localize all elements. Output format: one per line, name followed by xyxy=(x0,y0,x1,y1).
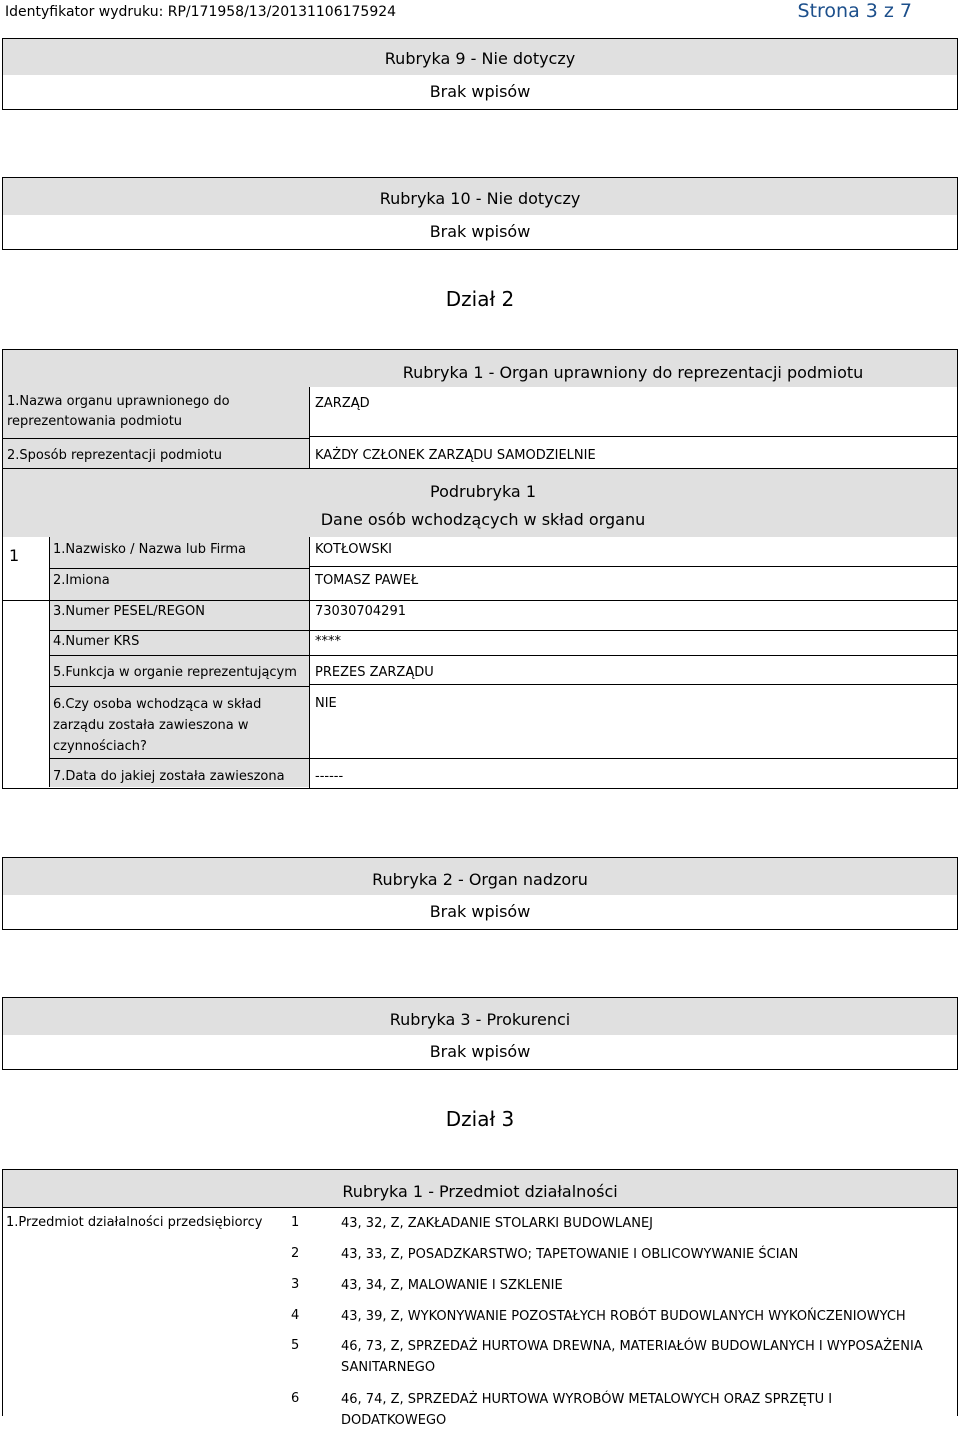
rubryka-9-title: Rubryka 9 - Nie dotyczy xyxy=(3,39,957,75)
podrubryka-subtitle: Dane osób wchodzących w skład organu xyxy=(320,510,646,529)
field-value-sposob: KAŻDY CZŁONEK ZARZĄDU SAMODZIELNIE xyxy=(315,448,596,463)
print-header xyxy=(0,0,960,24)
person-index: 1 xyxy=(9,546,20,565)
rubryka-10-empty: Brak wpisów xyxy=(429,222,531,241)
person-label-zawieszona: 6.Czy osoba wchodząca w skład zarządu została zawieszona w czynnościach? xyxy=(53,697,262,754)
print-id: Identyfikator wydruku: RP/171958/13/20131106175924 xyxy=(5,4,397,20)
rubryka-3-title: Rubryka 3 - Prokurenci xyxy=(3,998,957,1035)
person-value-nazwisko: KOTŁOWSKI xyxy=(315,542,392,557)
podrubryka-title: Podrubryka 1 xyxy=(430,482,536,501)
person-label-funkcja: 5.Funkcja w organie reprezentującym xyxy=(53,665,297,680)
przedmiot-item-no: 4 xyxy=(291,1308,300,1323)
przedmiot-item-text: 43, 33, Z, POSADZKARSTWO; TAPETOWANIE I OBLICOWYWANIE ŚCIAN xyxy=(341,1247,799,1262)
dzial-3-rubryka-1 xyxy=(2,1169,958,1428)
przedmiot-item-no: 3 xyxy=(291,1277,300,1292)
dzial-2-title: Dział 2 xyxy=(445,287,515,311)
rubryka-2-empty: Brak wpisów xyxy=(429,902,531,921)
rubryka-9 xyxy=(2,38,958,110)
rubryka-3-empty: Brak wpisów xyxy=(429,1042,531,1061)
person-value-pesel: 73030704291 xyxy=(315,604,406,619)
przedmiot-title: Rubryka 1 - Przedmiot działalności xyxy=(3,1170,957,1207)
person-value-zawieszona: NIE xyxy=(315,696,337,711)
person-label-krs: 4.Numer KRS xyxy=(53,634,140,649)
person-value-data: ------ xyxy=(315,769,344,784)
field-label-organ: 1.Nazwa organu uprawnionego do reprezentowania podmiotu xyxy=(7,394,230,429)
rubryka-2-title: Rubryka 2 - Organ nadzoru xyxy=(3,858,957,895)
przedmiot-label: 1.Przedmiot działalności przedsiębiorcy xyxy=(6,1215,263,1230)
person-label-pesel: 3.Numer PESEL/REGON xyxy=(53,604,205,619)
person-value-funkcja: PREZES ZARZĄDU xyxy=(315,665,434,680)
dzial-3-title: Dział 3 xyxy=(445,1107,515,1131)
rubryka-3 xyxy=(2,997,958,1070)
rubryka-1-title: Rubryka 1 - Organ uprawniony do reprezentacji podmiotu xyxy=(309,350,957,387)
przedmiot-item-no: 2 xyxy=(291,1246,300,1261)
person-label-imiona: 2.Imiona xyxy=(53,573,110,588)
przedmiot-item-no: 1 xyxy=(291,1215,300,1230)
rubryka-2 xyxy=(2,857,958,930)
person-label-data: 7.Data do jakiej została zawieszona xyxy=(53,769,285,784)
przedmiot-item-no: 6 xyxy=(291,1391,300,1406)
rubryka-10 xyxy=(2,177,958,250)
field-value-organ: ZARZĄD xyxy=(315,396,370,411)
przedmiot-item-text: 43, 34, Z, MALOWANIE I SZKLENIE xyxy=(341,1278,563,1293)
field-label-sposob: 2.Sposób reprezentacji podmiotu xyxy=(7,448,222,463)
przedmiot-item-text: 46, 73, Z, SPRZEDAŻ HURTOWA DREWNA, MATERIAŁÓW BUDOWLANYCH I WYPOSAŻENIA SANITARNEGO xyxy=(341,1339,923,1375)
rubryka-10-title: Rubryka 10 - Nie dotyczy xyxy=(3,178,957,215)
przedmiot-item-no: 5 xyxy=(291,1338,300,1353)
dzial-2-rubryka-1 xyxy=(2,349,958,789)
person-value-imiona: TOMASZ PAWEŁ xyxy=(315,573,419,588)
person-value-krs: **** xyxy=(315,634,341,649)
przedmiot-item-text: 43, 39, Z, WYKONYWANIE POZOSTAŁYCH ROBÓT BUDOWLANYCH WYKOŃCZENIOWYCH xyxy=(341,1309,906,1324)
przedmiot-item-text: 46, 74, Z, SPRZEDAŻ HURTOWA WYROBÓW METALOWYCH ORAZ SPRZĘTU I DODATKOWEGO xyxy=(341,1392,833,1428)
przedmiot-item-text: 43, 32, Z, ZAKŁADANIE STOLARKI BUDOWLANEJ xyxy=(341,1216,654,1231)
person-label-nazwisko: 1.Nazwisko / Nazwa lub Firma xyxy=(53,542,246,557)
rubryka-9-empty: Brak wpisów xyxy=(429,82,531,101)
page-number: Strona 3 z 7 xyxy=(797,0,912,22)
